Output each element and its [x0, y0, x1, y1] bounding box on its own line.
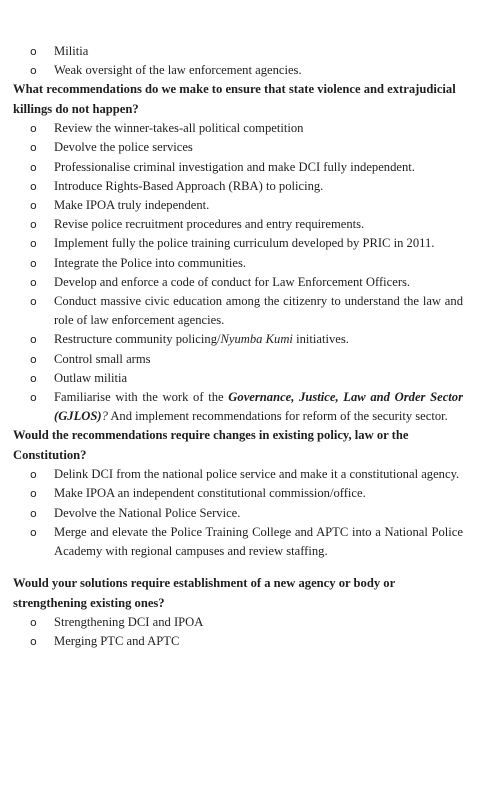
list-item: o Merging PTC and APTC	[0, 632, 480, 651]
list-item: o Devolve the police services	[0, 138, 480, 157]
bullet-marker: o	[30, 275, 37, 289]
bullet-marker: o	[30, 506, 37, 520]
list-item: o Make IPOA an independent constitutional commission/office.	[0, 484, 480, 503]
list-item: o Review the winner-takes-all political competition	[0, 119, 480, 138]
bullet-marker: o	[30, 256, 37, 270]
list-item: o Weak oversight of the law enforcement agencies.	[0, 61, 480, 80]
bullet-marker: o	[30, 218, 37, 232]
list-item: o Professionalise criminal investigation and make DCI fully independent.	[0, 158, 480, 177]
gjlos-bold-italic: Governance, Justice, Law and Order Sector (GJLOS)	[54, 390, 463, 424]
bullet-marker: o	[30, 391, 37, 405]
list-item: o Devolve the National Police Service.	[0, 504, 480, 523]
paragraph-gap	[0, 561, 480, 574]
list-item: o Merge and elevate the Police Training College and APTC into a National Police Academy with regional campuses and review staffing.	[30, 524, 463, 559]
list-item: o Develop and enforce a code of conduct for Law Enforcement Officers.	[0, 273, 480, 292]
bullet-list-problems	[0, 42, 480, 80]
list-item: o Familiarise with the work of the Governance, Justice, Law and Order Sector (GJLOS)? And implement recommendations for reform of the security sector.	[30, 390, 463, 424]
nyumba-kumi-italic: Nyumba Kumi	[220, 332, 293, 347]
bullet-marker: o	[30, 160, 37, 174]
bullet-marker: o	[30, 616, 37, 630]
bullet-list-recommendations	[0, 119, 480, 426]
list-item: o Control small arms	[0, 350, 480, 369]
question-heading-policy-changes: Would the recommendations require changes in existing policy, law or the Constitution?	[13, 428, 409, 462]
list-item: o Make IPOA truly independent.	[0, 196, 480, 215]
bullet-list-agencies	[0, 613, 480, 651]
list-item: o Militia	[0, 42, 480, 61]
bullet-marker: o	[30, 141, 37, 155]
bullet-marker: o	[30, 122, 37, 136]
bullet-marker: o	[30, 45, 37, 58]
question-heading-recommendations: What recommendations do we make to ensure that state violence and extrajudicial killings do not happen?	[13, 82, 456, 116]
bullet-marker: o	[30, 295, 37, 309]
list-item: o Outlaw militia	[0, 369, 480, 388]
list-item: o Strengthening DCI and IPOA	[0, 613, 480, 632]
list-item: o Restructure community policing/Nyumba Kumi initiatives.	[0, 330, 480, 349]
bullet-marker: o	[30, 352, 37, 366]
bullet-marker: o	[30, 635, 37, 649]
list-item: o Conduct massive civic education among the citizenry to understand the law and role of law enforcement agencies.	[30, 294, 463, 328]
bullet-marker: o	[30, 525, 37, 539]
bullet-marker: o	[30, 468, 37, 482]
list-item: o Revise police recruitment procedures and entry requirements.	[0, 215, 480, 234]
list-item: o Integrate the Police into communities.	[0, 254, 480, 273]
list-item: o Delink DCI from the national police service and make it a constitutional agency.	[0, 465, 480, 484]
bullet-marker: o	[30, 179, 37, 193]
bullet-marker: o	[30, 487, 37, 501]
bullet-list-policy-changes	[0, 465, 480, 561]
bullet-marker: o	[30, 371, 37, 385]
list-item: o Implement fully the police training curriculum developed by PRIC in 2011.	[0, 234, 480, 253]
bullet-marker: o	[30, 199, 37, 213]
bullet-marker: o	[30, 333, 37, 347]
bullet-marker: o	[30, 64, 37, 78]
bullet-marker: o	[30, 237, 37, 251]
question-heading-new-agency: Would your solutions require establishment of a new agency or body or strengthening existing ones?	[13, 576, 395, 610]
list-item: o Introduce Rights-Based Approach (RBA) to policing.	[0, 177, 480, 196]
